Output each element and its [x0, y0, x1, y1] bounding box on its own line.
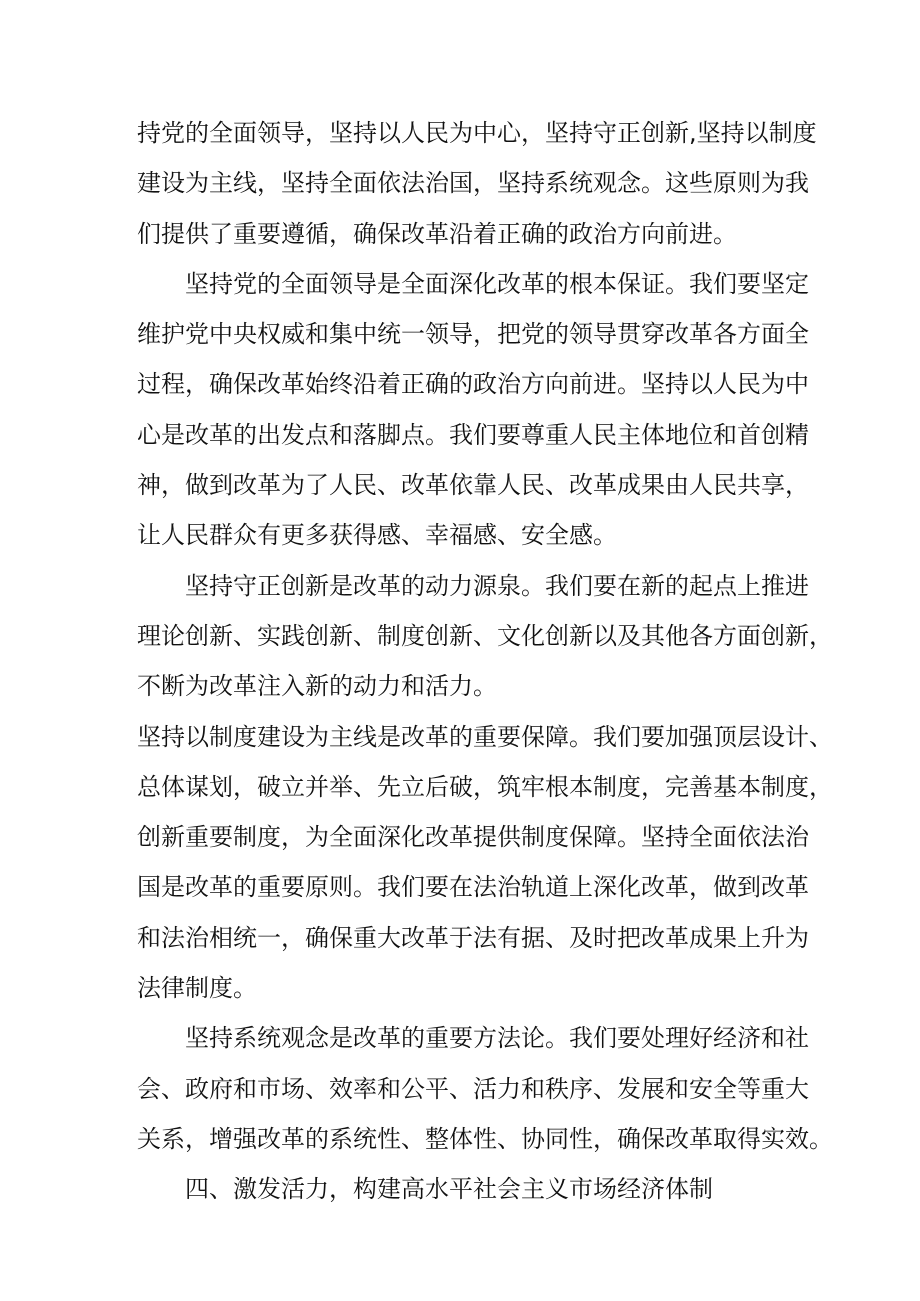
- text-line: 不断为改革注入新的动力和活力。: [137, 672, 497, 701]
- text-line: 会、政府和市场、效率和公平、活力和秩序、发展和安全等重大: [137, 1074, 809, 1103]
- text-line: 法律制度。: [137, 974, 257, 1003]
- text-line: 让人民群众有更多获得感、幸福感、安全感。: [137, 521, 617, 550]
- text-line: 心是改革的出发点和落脚点。我们要尊重人民主体地位和首创精: [137, 420, 809, 449]
- text-line: 过程，确保改革始终沿着正确的政治方向前进。坚持以人民为中: [137, 370, 809, 399]
- text-line: 总体谋划，破立并举、先立后破，筑牢根本制度，完善基本制度，: [137, 772, 833, 801]
- document-body: [137, 108, 833, 1215]
- text-line: 关系，增强改革的系统性、整体性、协同性，确保改革取得实效。: [137, 1124, 833, 1153]
- text-line: 坚持以制度建设为主线是改革的重要保障。我们要加强顶层设计、: [137, 722, 833, 751]
- text-line: 坚持党的全面领导是全面深化改革的根本保证。我们要坚定: [185, 269, 809, 298]
- text-line: 坚持守正创新是改革的动力源泉。我们要在新的起点上推进: [185, 571, 809, 600]
- text-line: 坚持系统观念是改革的重要方法论。我们要处理好经济和社: [185, 1024, 809, 1053]
- text-line: 持党的全面领导，坚持以人民为中心，坚持守正创新,坚持以制度: [137, 119, 817, 147]
- text-line: 国是改革的重要原则。我们要在法治轨道上深化改革，做到改革: [137, 873, 809, 902]
- text-line: 和法治相统一，确保重大改革于法有据、及时把改革成果上升为: [137, 923, 809, 952]
- text-line: 维护党中央权威和集中统一领导，把党的领导贯穿改革各方面全: [137, 320, 809, 349]
- text-line: 们提供了重要遵循，确保改革沿着正确的政治方向前进。: [137, 219, 737, 248]
- text-line: 建设为主线，坚持全面依法治国，坚持系统观念。这些原则为我: [137, 169, 809, 198]
- section-heading: 四、激发活力，构建高水平社会主义市场经济体制: [185, 1175, 713, 1204]
- text-line: 理论创新、实践创新、制度创新、文化创新以及其他各方面创新，: [137, 621, 833, 650]
- text-line: 创新重要制度，为全面深化改革提供制度保障。坚持全面依法治: [137, 823, 809, 852]
- text-line: 神，做到改革为了人民、改革依靠人民、改革成果由人民共享，: [137, 471, 809, 500]
